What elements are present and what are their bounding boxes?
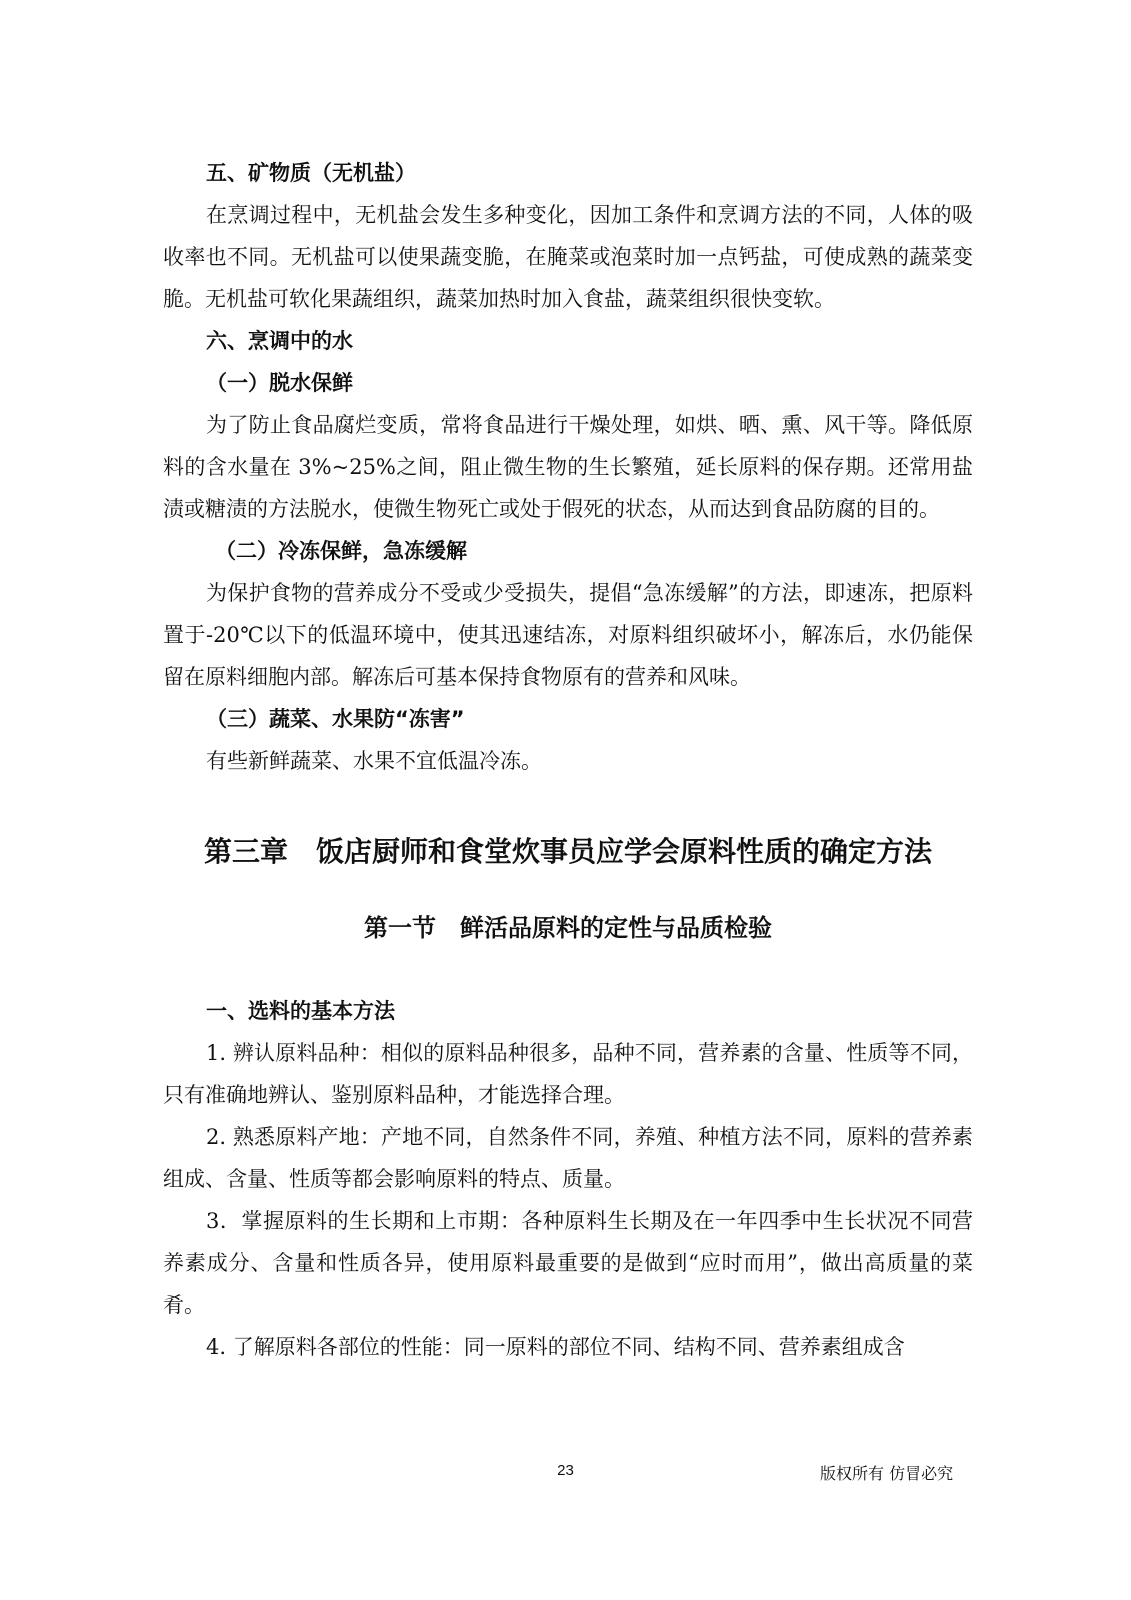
list-item-season: 3．掌握原料的生长期和上市期：各种原料生长期及在一年四季中生长状况不同营养素成分、含量和性质各异，使用原料最重要的是做到“应时而用”，做出高质量的菜肴。 — [163, 1209, 973, 1317]
heading-water: 六、烹调中的水 — [206, 329, 353, 353]
paragraph-freezing: 为保护食物的营养成分不受或少受损失，提倡“急冻缓解”的方法，即速冻，把原料置于-20℃以下的低温环境中，使其迅速结冻，对原料组织破坏小，解冻后，水仍能保留在原料细胞内部。解冻后可基本保持食物原有的营养和风味。 — [163, 581, 973, 689]
copyright-notice: 版权所有 仿冒必究 — [820, 1464, 954, 1483]
list-item-parts: 4. 了解原料各部位的性能：同一原料的部位不同、结构不同、营养素组成含 — [206, 1335, 905, 1359]
paragraph-minerals: 在烹调过程中，无机盐会发生多种变化，因加工条件和烹调方法的不同，人体的吸收率也不同。无机盐可以使果蔬变脆，在腌菜或泡菜时加一点钙盐，可使成熟的蔬菜变脆。无机盐可软化果蔬组织，蔬菜加热时加入食盐，蔬菜组织很快变软。 — [163, 203, 973, 311]
list-item-variety: 1. 辨认原料品种：相似的原料品种很多，品种不同，营养素的含量、性质等不同，只有准确地辨认、鉴别原料品种，才能选择合理。 — [163, 1041, 973, 1107]
subheading-frost-damage: （三）蔬菜、水果防“冻害” — [206, 707, 465, 731]
chapter-title: 第三章 饭店厨师和食堂炊事员应学会原料性质的确定方法 — [203, 835, 932, 868]
list-item-origin: 2. 熟悉原料产地：产地不同，自然条件不同，养殖、种植方法不同，原料的营养素组成、含量、性质等都会影响原料的特点、质量。 — [163, 1125, 973, 1191]
paragraph-frost-damage: 有些新鲜蔬菜、水果不宜低温冷冻。 — [206, 749, 542, 773]
section-title: 第一节 鲜活品原料的定性与品质检验 — [364, 914, 772, 942]
paragraph-dehydration: 为了防止食品腐烂变质，常将食品进行干燥处理，如烘、晒、熏、风干等。降低原料的含水量在 3%~25%之间，阻止微生物的生长繁殖，延长原料的保存期。还常用盐渍或糖渍的方法脱水，使微生物死亡或处于假死的状态，从而达到食品防腐的目的。 — [163, 413, 973, 521]
subheading-dehydration: （一）脱水保鲜 — [206, 371, 353, 395]
page-content — [163, 152, 973, 1368]
heading-minerals: 五、矿物质（无机盐） — [206, 161, 416, 185]
page-number: 23 — [557, 1462, 574, 1479]
subheading-freezing: （二）冷冻保鲜，急冻缓解 — [215, 539, 467, 563]
heading-selection-methods: 一、选料的基本方法 — [206, 999, 395, 1023]
